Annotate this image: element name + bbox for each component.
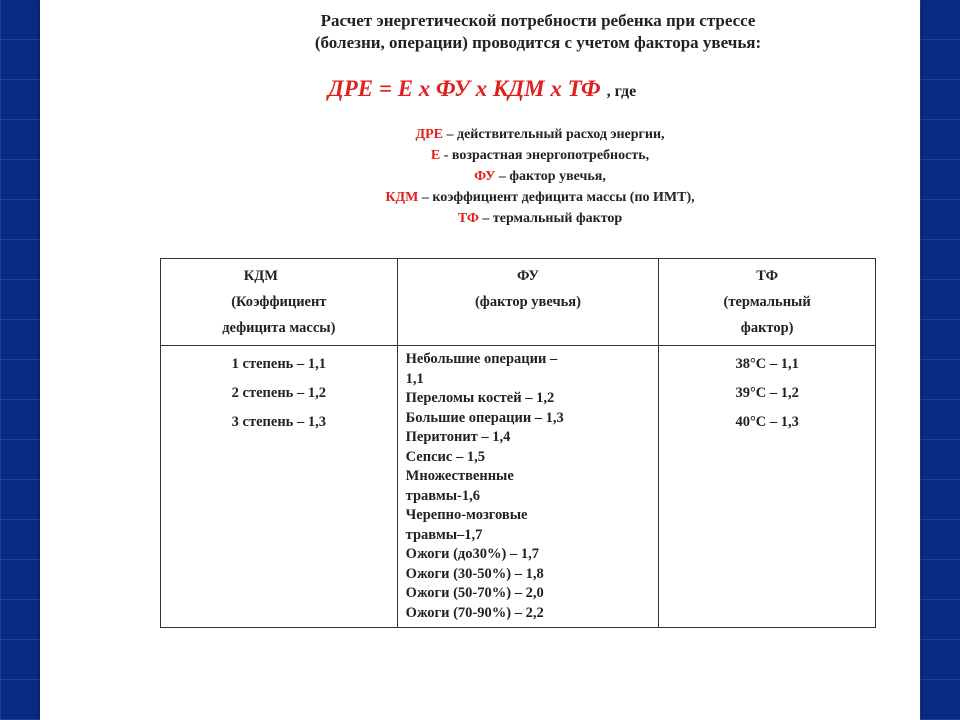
tf-cell xyxy=(659,346,876,628)
header-fu-sub1: (фактор увечья) xyxy=(474,294,581,310)
legend-text: – действительный расход энергии, xyxy=(442,127,665,142)
factors-table xyxy=(160,258,876,628)
legend-abbr: ФУ xyxy=(474,169,496,184)
list-item: 3 степень – 1,3 xyxy=(231,414,326,430)
table-row xyxy=(161,346,876,628)
document-heading xyxy=(208,10,868,54)
legend-abbr: Е xyxy=(430,148,441,163)
list-item: 39°С – 1,2 xyxy=(735,385,799,401)
list-item: Множественные xyxy=(405,468,514,484)
list-item: 38°С – 1,1 xyxy=(735,356,799,372)
list-item: 2 степень – 1,2 xyxy=(231,385,326,401)
list-item: 1,1 xyxy=(405,370,424,387)
legend-text: – коэффициент дефицита массы (по ИМТ), xyxy=(418,190,695,205)
list-item: Большие операции – 1,3 xyxy=(405,409,564,426)
header-fu-title: ФУ xyxy=(516,268,539,284)
legend-item xyxy=(260,187,820,208)
legend-item xyxy=(260,208,820,229)
legend-abbr: ДРЕ xyxy=(415,127,443,142)
header-kdm-title: КДМ xyxy=(243,268,278,284)
header-kdm xyxy=(161,259,398,346)
list-item: Небольшие операции – xyxy=(405,351,558,367)
fu-cell xyxy=(397,346,659,628)
formula-expression: ДРЕ = Е х ФУ х КДМ х ТФ xyxy=(328,76,601,101)
formula-suffix: , где xyxy=(606,83,637,100)
header-tf xyxy=(659,259,876,346)
energy-formula xyxy=(328,76,636,102)
legend-abbr: КДМ xyxy=(385,190,419,205)
heading-line-1: Расчет энергетической потребности ребенка при стрессе xyxy=(320,11,756,30)
legend-text: - возрастная энергопотребность, xyxy=(440,148,650,163)
slide xyxy=(40,0,920,720)
header-tf-sub1: (термальный xyxy=(723,294,811,310)
legend-item xyxy=(260,166,820,187)
header-tf-title: ТФ xyxy=(756,268,779,284)
list-item: травмы-1,6 xyxy=(405,487,481,504)
list-item: Перитонит – 1,4 xyxy=(405,429,511,445)
list-item: Ожоги (70-90%) – 2,2 xyxy=(405,604,544,621)
list-item: 1 степень – 1,1 xyxy=(231,356,326,372)
header-fu xyxy=(397,259,659,346)
list-item: Ожоги (30-50%) – 1,8 xyxy=(405,565,544,582)
header-tf-sub2: фактор) xyxy=(740,320,794,336)
formula-legend xyxy=(260,124,820,229)
legend-item xyxy=(260,145,820,166)
table-header-row xyxy=(161,259,876,346)
header-kdm-sub2: дефицита массы) xyxy=(222,320,336,336)
list-item: Переломы костей – 1,2 xyxy=(405,390,555,406)
legend-text: – термальный фактор xyxy=(478,211,623,226)
list-item: Черепно-мозговые xyxy=(405,507,528,523)
header-kdm-sub1: (Коэффициент xyxy=(231,294,327,310)
legend-item xyxy=(260,124,820,145)
list-item: травмы–1,7 xyxy=(405,526,483,543)
kdm-cell xyxy=(161,346,398,628)
list-item: Ожоги (до30%) – 1,7 xyxy=(405,546,539,562)
legend-text: – фактор увечья, xyxy=(495,169,606,184)
list-item: 40°С – 1,3 xyxy=(735,414,799,430)
heading-line-2: (болезни, операции) проводится с учетом фактора увечья: xyxy=(314,33,762,52)
list-item: Сепсис – 1,5 xyxy=(405,448,485,465)
legend-abbr: ТФ xyxy=(457,211,479,226)
list-item: Ожоги (50-70%) – 2,0 xyxy=(405,585,544,601)
scanned-document xyxy=(40,0,920,720)
